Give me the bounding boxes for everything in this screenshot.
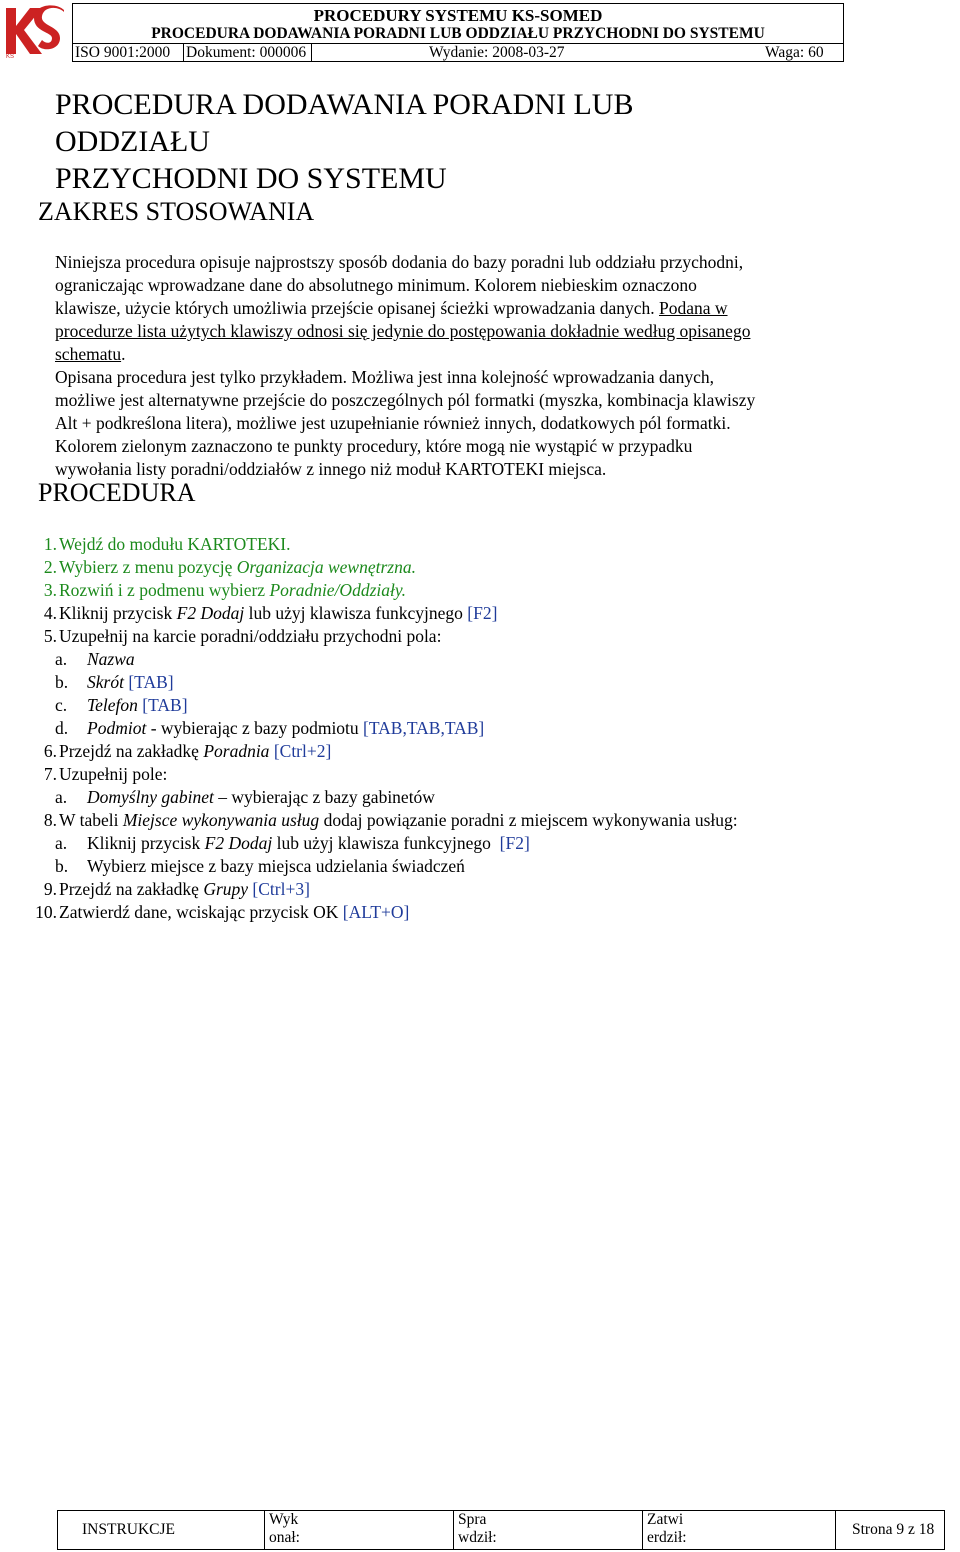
substep-text <box>87 648 135 671</box>
step-number: 5. <box>43 626 57 646</box>
menu-item-name: Organizacja wewnętrzna. <box>236 557 416 577</box>
step-number: 3. <box>43 580 57 600</box>
table-name: Miejsce wykonywania usług <box>122 810 320 830</box>
scope-text-underlined: schematu <box>55 344 122 364</box>
substep-text: Kliknij przycisk F2 Dodaj lub użyj klawisza funkcyjnego [F2] <box>87 833 530 853</box>
step-text: Rozwiń i z podmenu wybierz Poradnie/Oddziały. <box>59 580 407 600</box>
key-shortcut: [F2] <box>467 603 498 623</box>
substep-text: Domyślny gabinet – wybierając z bazy gabinetów <box>87 787 435 807</box>
field-name: Podmiot <box>87 718 147 738</box>
substep-letter: a. <box>55 649 68 669</box>
field-name: Skrót <box>87 672 124 692</box>
substep-text: Podmiot - wybierając z bazy podmiotu [TAB,TAB,TAB] <box>87 718 485 738</box>
substep-text <box>87 671 174 694</box>
button-name: F2 Dodaj <box>176 603 245 623</box>
header-divider <box>311 44 312 62</box>
header-system-title: PROCEDURY SYSTEMU KS-SOMED <box>313 6 603 25</box>
scope-line: ograniczając wprowadzane dane do absolutnego minimum. Kolorem niebieskim oznaczono <box>55 275 697 295</box>
procedure-substep <box>0 717 900 740</box>
title-line: PROCEDURA DODAWANIA PORADNI LUB <box>55 88 634 121</box>
procedure-substep <box>0 786 900 809</box>
scope-line: Opisana procedura jest tylko przykładem. Możliwa jest inna kolejność wprowadzania danych, <box>55 367 714 387</box>
key-shortcut: [TAB,TAB,TAB] <box>363 718 485 738</box>
scope-text-underlined: Podana w <box>659 298 728 318</box>
footer-made-by: Wyk onał: <box>265 1511 454 1549</box>
procedure-substep <box>0 694 900 717</box>
procedure-step <box>0 740 900 763</box>
title-line: PRZYCHODNI DO SYSTEMU <box>55 162 447 195</box>
procedure-substep <box>0 855 900 878</box>
key-shortcut: [TAB] <box>123 672 174 692</box>
substep-letter: b. <box>55 672 69 692</box>
company-logo <box>2 2 68 60</box>
procedure-substep <box>0 648 900 671</box>
step-number: 10. <box>35 902 57 922</box>
logo-text: KS <box>6 54 15 60</box>
step-text: Uzupełnij pole: <box>59 764 168 784</box>
procedure-substep <box>0 671 900 694</box>
page-header <box>0 0 960 62</box>
footer-doc-type: INSTRUKCJE <box>58 1511 265 1549</box>
procedure-step <box>0 533 900 556</box>
tab-name: Grupy <box>203 879 249 899</box>
step-number: 2. <box>43 557 57 577</box>
step-text: Wybierz z menu pozycję Organizacja wewnętrzna. <box>59 557 416 577</box>
step-number: 4. <box>43 603 57 623</box>
header-iso: ISO 9001:2000 <box>75 44 171 61</box>
page-footer <box>57 1510 945 1550</box>
procedure-step <box>0 556 900 579</box>
button-name: F2 Dodaj <box>204 833 273 853</box>
procedure-step <box>0 625 900 648</box>
scope-line <box>55 297 728 320</box>
header-meta-row <box>73 43 843 62</box>
key-shortcut: [TAB] <box>137 695 188 715</box>
field-name: Nazwa <box>87 649 135 669</box>
field-name: Telefon <box>87 695 138 715</box>
step-number: 6. <box>43 741 57 761</box>
step-number: 1. <box>43 534 57 554</box>
title-line: ODDZIAŁU <box>55 125 210 158</box>
scope-line: Kolorem zielonym zaznaczono te punkty procedury, które mogą nie wystąpić w przypadku <box>55 436 693 456</box>
footer-page-number: Strona 9 z 18 <box>852 1521 935 1538</box>
scope-line: Niniejsza procedura opisuje najprostszy sposób dodania do bazy poradni lub oddziału przychodni, <box>55 252 744 272</box>
substep-letter: a. <box>55 833 68 853</box>
scope-text: klawisze, użycie których umożliwia przejście opisanej ścieżki wprowadzania danych. <box>55 298 655 318</box>
step-text: Zatwierdź dane, wciskając przycisk OK [ALT+O] <box>59 902 410 922</box>
scope-line: Alt + podkreślona litera), możliwe jest uzupełnianie również innych, dodatkowych pól formatki. <box>55 413 731 433</box>
header-document: Dokument: 000006 <box>186 44 307 61</box>
step-text: Kliknij przycisk F2 Dodaj lub użyj klawisza funkcyjnego [F2] <box>59 603 498 623</box>
scope-line-underlined: procedurze lista użytych klawiszy odnosi się jedynie do postępowania dokładnie według opisanego <box>55 321 751 341</box>
step-text: Wejdź do modułu KARTOTEKI. <box>59 534 291 554</box>
footer-checked-by: Spra wdził: <box>454 1511 643 1549</box>
key-shortcut: [Ctrl+2] <box>269 741 332 761</box>
scope-line <box>55 343 125 366</box>
header-edition: Wydanie: 2008-03-27 <box>429 44 565 61</box>
header-weight: Waga: 60 <box>765 44 824 61</box>
substep-text: Wybierz miejsce z bazy miejsca udzielania świadczeń <box>87 856 465 876</box>
procedure-step <box>0 763 900 786</box>
tab-name: Poradnia <box>203 741 270 761</box>
procedure-step <box>0 901 900 924</box>
step-number: 7. <box>43 764 57 784</box>
substep-letter: c. <box>55 695 68 715</box>
substep-letter: a. <box>55 787 68 807</box>
step-number: 9. <box>43 879 57 899</box>
substep-letter: b. <box>55 856 69 876</box>
procedure-step <box>0 878 900 901</box>
scope-line: wywołania listy poradni/oddziałów z innego niż moduł KARTOTEKI miejsca. <box>55 459 607 479</box>
header-procedure-title: PROCEDURA DODAWANIA PORADNI LUB ODDZIAŁU PRZYCHODNI DO SYSTEMU <box>151 25 765 42</box>
key-shortcut: [Ctrl+3] <box>248 879 310 899</box>
step-text: W tabeli Miejsce wykonywania usług dodaj powiązanie poradni z miejscem wykonywania usług: <box>59 810 738 830</box>
procedure-step <box>0 602 900 625</box>
step-number: 8. <box>43 810 57 830</box>
document-title <box>55 86 633 197</box>
procedure-substep <box>0 832 900 855</box>
key-shortcut: [F2] <box>499 833 530 853</box>
scope-period: . <box>121 344 126 364</box>
footer-approved-by: Zatwi erdził: <box>643 1511 836 1549</box>
step-text: Przejdź na zakładkę Grupy [Ctrl+3] <box>59 879 310 899</box>
step-text: Uzupełnij na karcie poradni/oddziału przychodni pola: <box>59 626 442 646</box>
procedure-step <box>0 809 900 832</box>
substep-text <box>87 694 188 717</box>
key-shortcut: [ALT+O] <box>342 902 410 922</box>
procedure-step <box>0 579 900 602</box>
procedure-heading: PROCEDURA <box>38 478 196 507</box>
substep-letter: d. <box>55 718 69 738</box>
scope-heading: ZAKRES STOSOWANIA <box>38 197 315 226</box>
submenu-item-name: Poradnie/Oddziały. <box>269 580 407 600</box>
step-text: Przejdź na zakładkę Poradnia [Ctrl+2] <box>59 741 332 761</box>
scope-line: możliwe jest alternatywne przejście do poszczególnych pól formatki (myszka, kombinacja klawiszy <box>55 390 756 410</box>
field-name: Domyślny gabinet <box>87 787 214 807</box>
header-divider <box>183 44 184 62</box>
header-info-box <box>72 3 844 62</box>
